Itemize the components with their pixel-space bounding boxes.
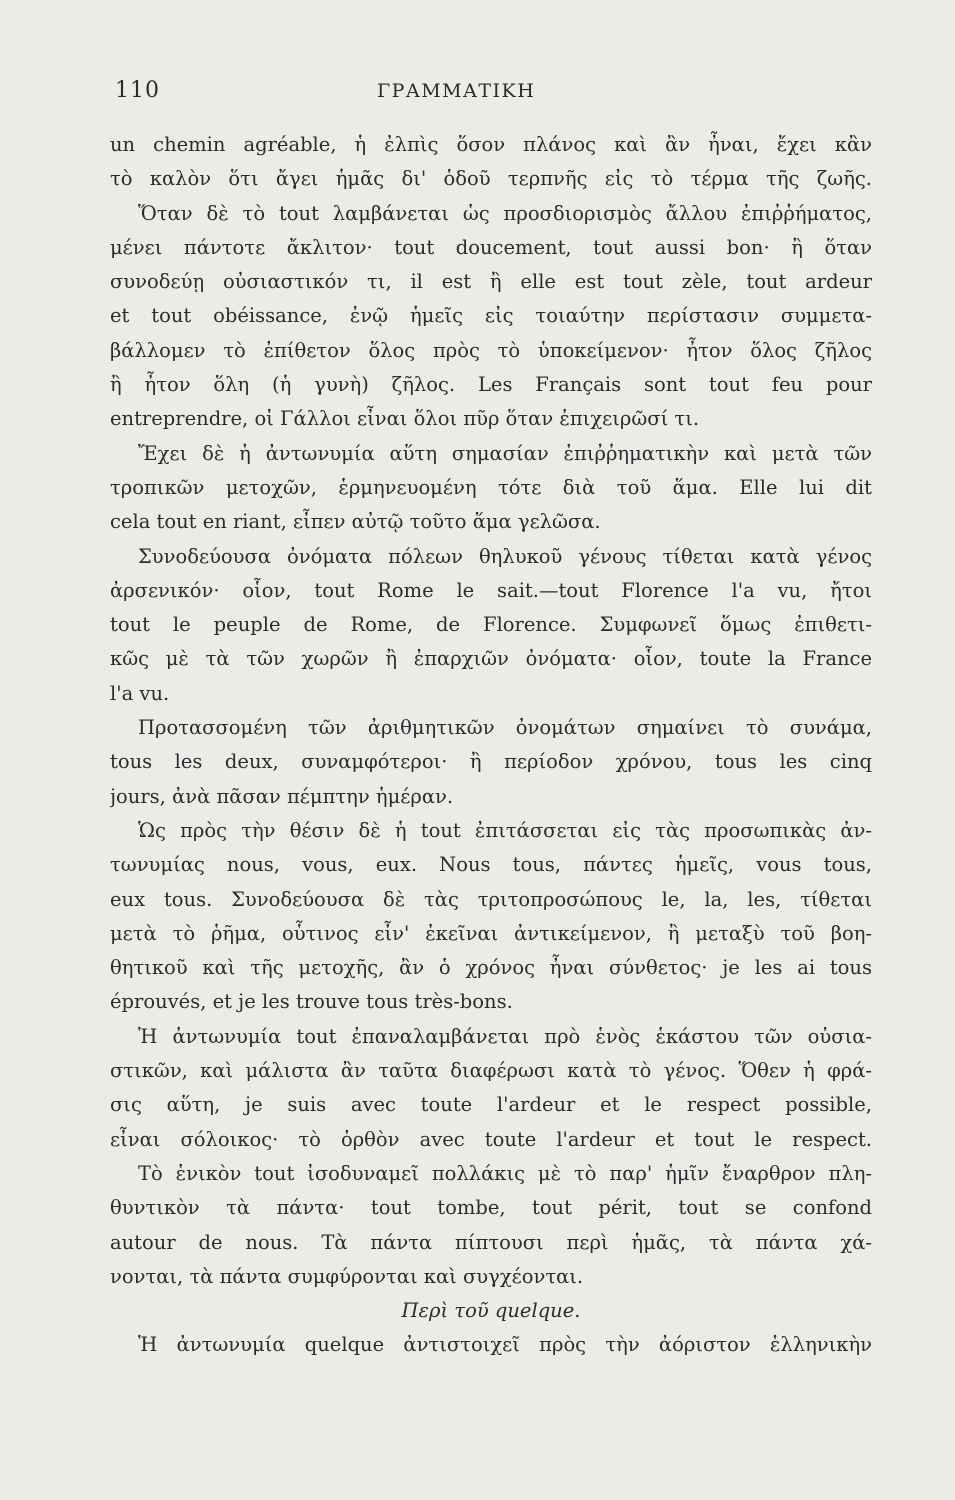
text-line: cela tout en riant, εἶπεν αὐτῷ τοῦτο ἅμα γελῶσα.: [110, 510, 601, 534]
text-line: στικῶν, καὶ μάλιστα ἂν ταῦτα διαφέρωσι κατὰ τὸ γένος. Ὅθεν ἡ φρά-: [110, 1059, 872, 1083]
text-line: Τὸ ἑνικὸν tout ἰσοδυναμεῖ πολλάκις μὲ τὸ παρ' ἡμῖν ἔναρθρον πλη-: [138, 1161, 872, 1185]
text-line: et tout obéissance, ἐνῷ ἡμεῖς εἰς τοιαύτην περίστασιν συμμετα-: [110, 304, 872, 328]
text-line: θυντικὸν τὰ πάντα· tout tombe, tout périt, tout se confond: [110, 1196, 872, 1220]
running-title: ΓΡΑΜΜΑΤΙΚΗ: [377, 80, 536, 102]
text-line: Ἡ ἀντωνυμία quelque ἀντιστοιχεῖ πρὸς τὴν ἀόριστον ἑλληνικὴν: [138, 1333, 872, 1357]
text-line: entreprendre, οἱ Γάλλοι εἶναι ὅλοι πῦρ ὅταν ἐπιχειρῶσί τι.: [110, 407, 700, 431]
text-line: θητικοῦ καὶ τῆς μετοχῆς, ἂν ὁ χρόνος ἦναι σύνθετος· je les ai tous: [110, 956, 872, 980]
text-line: τὸ καλὸν ὅτι ἄγει ἡμᾶς δι' ὁδοῦ τερπνῆς εἰς τὸ τέρμα τῆς ζωῆς.: [110, 167, 872, 191]
text-line: un chemin agréable, ἡ ἐλπὶς ὅσον πλάνος καὶ ἂν ἦναι, ἔχει κἂν: [110, 133, 872, 156]
text-line: eux tous. Συνοδεύουσα δὲ τὰς τριτοπροσώπους le, la, les, τίθεται: [110, 887, 872, 911]
page-header: [115, 78, 870, 108]
page-number: 110: [115, 78, 160, 103]
text-line: σις αὕτη, je suis avec toute l'ardeur et le respect possible,: [110, 1093, 872, 1117]
text-line: l'a vu.: [110, 681, 170, 705]
text-line: Ὅταν δὲ τὸ tout λαμβάνεται ὡς προσδιορισμὸς ἄλλου ἐπιῤῥήματος,: [138, 201, 872, 225]
text-line: ἢ ἦτον ὅλη (ἡ γυνὴ) ζῆλος. Les Français sont tout feu pour: [110, 373, 872, 397]
text-line: τωνυμίας nous, vous, eux. Nous tous, πάντες ἡμεῖς, vous tous,: [110, 853, 872, 877]
text-line: éprouvés, et je les trouve tous très-bons.: [110, 990, 513, 1014]
text-line: Προτασσομένη τῶν ἀριθμητικῶν ὀνομάτων σημαίνει τὸ συνάμα,: [138, 716, 872, 740]
text-line: μετὰ τὸ ῥῆμα, οὗτινος εἶν' ἐκεῖναι ἀντικείμενον, ἢ μεταξὺ τοῦ βοη-: [110, 921, 872, 945]
text-line: νονται, τὰ πάντα συμφύρονται καὶ συγχέονται.: [110, 1264, 584, 1288]
text-line: Ὡς πρὸς τὴν θέσιν δὲ ἡ tout ἐπιτάσσεται εἰς τὰς προσωπικὰς ἀν-: [138, 818, 872, 842]
text-line: Ἔχει δὲ ἡ ἀντωνυμία αὕτη σημασίαν ἐπιῤῥηματικὴν καὶ μετὰ τῶν: [138, 441, 872, 465]
body-text: [110, 128, 872, 1363]
text-line: τροπικῶν μετοχῶν, ἑρμηνευομένη τότε διὰ τοῦ ἅμα. Elle lui dit: [110, 475, 872, 499]
text-line: tout le peuple de Rome, de Florence. Συμφωνεῖ ὅμως ἐπιθετι-: [110, 613, 872, 637]
text-line: βάλλομεν τὸ ἐπίθετον ὅλος πρὸς τὸ ὑποκείμενον· ἦτον ὅλος ζῆλος: [110, 338, 872, 362]
text-line: μένει πάντοτε ἄκλιτον· tout doucement, tout aussi bon· ἢ ὅταν: [110, 235, 872, 259]
text-line: autour de nous. Τὰ πάντα πίπτουσι περὶ ἡμᾶς, τὰ πάντα χά-: [110, 1230, 872, 1254]
text-line: tous les deux, συναμφότεροι· ἢ περίοδον χρόνου, tous les cinq: [110, 750, 872, 774]
text-line: συνοδεύῃ οὐσιαστικόν τι, il est ἢ elle est tout zèle, tout ardeur: [110, 270, 872, 294]
text-line: Συνοδεύουσα ὀνόματα πόλεων θηλυκοῦ γένους τίθεται κατὰ γένος: [138, 544, 872, 568]
text-line: ἀρσενικόν· οἷον, tout Rome le sait.—tout Florence l'a vu, ἤτοι: [110, 578, 872, 602]
text-line: εἶναι σόλοικος· τὸ ὀρθὸν avec toute l'ardeur et tout le respect.: [110, 1127, 872, 1151]
text-line: Ἡ ἀντωνυμία tout ἐπαναλαμβάνεται πρὸ ἑνὸς ἑκάστου τῶν οὐσια-: [138, 1024, 872, 1048]
text-line: jours, ἀνὰ πᾶσαν πέμπτην ἡμέραν.: [110, 784, 454, 808]
text-line: κῶς μὲ τὰ τῶν χωρῶν ἢ ἐπαρχιῶν ὀνόματα· οἷον, toute la France: [110, 647, 872, 671]
section-heading: Περὶ τοῦ quelque.: [401, 1299, 581, 1323]
